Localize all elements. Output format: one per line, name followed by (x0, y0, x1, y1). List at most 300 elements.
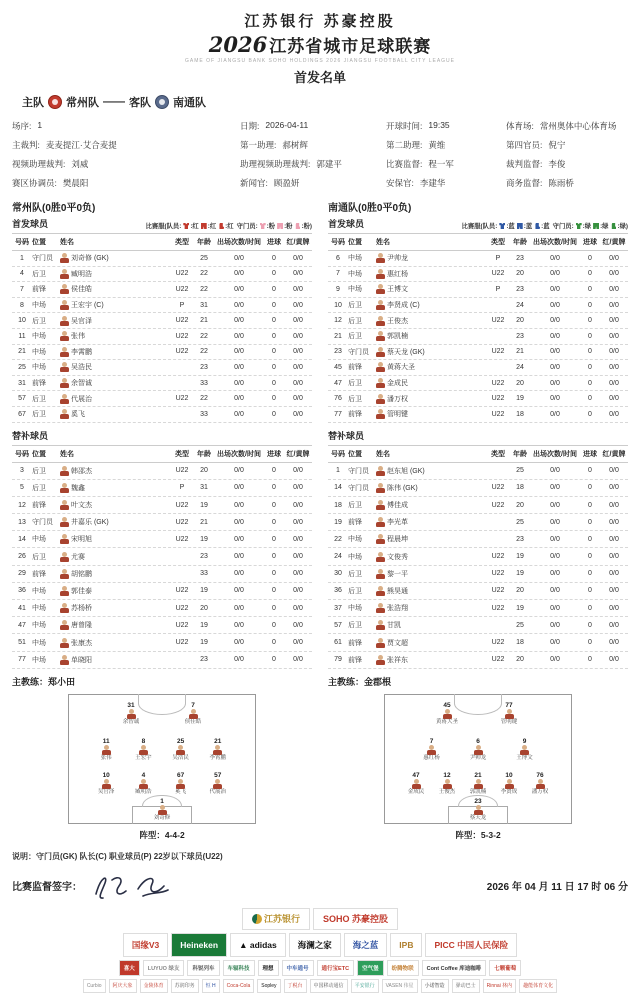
player-age: 25 (516, 467, 524, 475)
shirt-icon (499, 223, 505, 229)
pitch-player-name: 吴浩民 (172, 754, 189, 761)
info-value: 2026-04-11 (265, 120, 309, 130)
player-number: 30 (334, 570, 342, 578)
player-age: 25 (516, 518, 524, 526)
player-avatar-icon (60, 586, 69, 596)
kit-color: :蓝 (506, 223, 515, 230)
player-row (328, 345, 628, 361)
info-value: 陈雨桥 (548, 178, 574, 188)
player-age: 19 (200, 639, 208, 646)
player-name-cell (376, 253, 486, 263)
away-formation-pitch (384, 694, 572, 824)
sponsor-logo (421, 979, 449, 993)
player-age: 22 (200, 348, 208, 356)
player-number: 51 (18, 639, 26, 646)
sponsor-name: 丁税台 (287, 983, 303, 990)
player-name-cell (376, 394, 486, 404)
pitch-player-number: 8 (141, 737, 146, 745)
info-value: 郝树辉 (282, 140, 308, 150)
player-apps: 0/0 (234, 395, 244, 403)
player-avatar-icon (443, 709, 452, 719)
player-avatar-icon (376, 500, 385, 510)
home-subs-table-header (12, 445, 312, 463)
player-type: U22 (491, 639, 505, 646)
column-header: 姓名 (376, 239, 390, 246)
player-avatar-icon (427, 745, 436, 755)
player-avatar-icon (60, 552, 69, 562)
player-type: U22 (491, 604, 505, 612)
player-cards: 0/0 (293, 518, 303, 526)
player-name-cell (376, 552, 486, 562)
sponsor-name: 空气堡 (362, 965, 379, 972)
column-header: 进球 (583, 450, 597, 458)
player-type: U22 (175, 317, 189, 325)
sponsor-logo (119, 960, 140, 976)
player-row (12, 360, 312, 376)
pitch-player-number: 77 (505, 701, 513, 709)
column-header: 号码 (15, 239, 29, 246)
sponsor-logo (83, 979, 106, 993)
player-name-cell (376, 284, 486, 294)
player-number: 31 (18, 379, 26, 387)
player-position: 后卫 (32, 484, 46, 492)
home-subs-header (12, 429, 312, 442)
player-row (328, 548, 628, 565)
player-number: 37 (334, 604, 342, 612)
player-name: 吴官泽 (71, 317, 92, 325)
player-avatar-icon (505, 709, 514, 719)
player-type: U22 (175, 332, 189, 340)
player-cards: 0/0 (609, 363, 619, 371)
column-header: 位置 (32, 450, 46, 458)
player-avatar-icon (213, 779, 222, 789)
coach-label: 主教练： (328, 676, 365, 687)
player-number: 14 (334, 484, 342, 492)
player-age: 19 (516, 604, 524, 612)
sponsor-name: 理想 (262, 965, 274, 972)
league-subtitle: GAME OF JIANGSU BANK SOHO HOLDINGS 2026 JIANGSU FOOTBALL CITY LEAGUE (185, 58, 455, 64)
player-number: 3 (20, 467, 24, 475)
shorts-icon (517, 223, 523, 229)
sponsor-logo (422, 960, 487, 976)
player-row (328, 514, 628, 531)
player-type: U22 (491, 501, 505, 509)
info-label: 助理视频助理裁判: (240, 159, 311, 169)
player-avatar-icon (60, 300, 69, 310)
player-avatar-icon (505, 779, 514, 789)
player-cards: 0/0 (609, 587, 619, 595)
player-row (328, 600, 628, 617)
info-value: 常州奥体中心体育场 (539, 121, 617, 131)
player-name-cell (60, 378, 170, 388)
player-type: U22 (175, 501, 189, 509)
player-number: 13 (18, 518, 26, 526)
match-info-grid (12, 120, 628, 189)
player-name: 金成民 (387, 380, 408, 388)
sponsor-logo (310, 979, 348, 993)
away-coach-line (328, 675, 628, 688)
kit-color: :绿 (617, 223, 626, 230)
player-cards: 0/0 (293, 254, 303, 262)
player-age: 19 (516, 553, 524, 561)
pitch-player-number: 45 (443, 701, 451, 709)
player-row (12, 617, 312, 634)
player-type: U22 (491, 270, 505, 278)
player-name-cell (60, 569, 170, 579)
sponsor-name: Curbio (86, 982, 102, 989)
sponsor-logo (258, 960, 279, 976)
player-name: 蔡天龙 (GK) (387, 348, 425, 356)
pitch-player-name: 侯佳皓 (184, 718, 202, 725)
player-number: 11 (18, 332, 26, 340)
player-avatar-icon (376, 316, 385, 326)
column-header: 进球 (583, 239, 597, 246)
kit-color: :红 (225, 223, 234, 230)
player-name: 黎一平 (387, 570, 408, 578)
player-goals: 0 (272, 639, 276, 646)
player-name: 黄蒋大圣 (387, 364, 415, 372)
player-apps: 0/0 (550, 484, 560, 492)
home-starters-table-header (12, 233, 312, 251)
pitch-player (86, 773, 126, 795)
column-header: 红/黄牌 (286, 450, 310, 458)
player-age: 20 (200, 604, 208, 612)
player-avatar-icon (376, 569, 385, 579)
player-apps: 0/0 (234, 553, 244, 561)
away-subs-table (328, 463, 628, 669)
player-name: 管明键 (387, 411, 408, 419)
pitch-player-name: 李贤成 (500, 789, 518, 796)
sponsor-name: 通行宝ETC (321, 965, 350, 972)
away-team-badge-icon (155, 95, 169, 109)
player-name-cell (376, 483, 486, 493)
player-avatar-icon (60, 316, 69, 326)
player-position: 后卫 (348, 622, 362, 630)
player-apps: 0/0 (550, 379, 560, 387)
player-position: 中场 (348, 553, 362, 561)
match-info-item (240, 177, 386, 189)
pitch-player (458, 799, 498, 821)
info-label: 商务监督: (506, 178, 543, 188)
column-header: 进球 (267, 239, 281, 246)
player-cards: 0/0 (609, 301, 619, 309)
pitch-player-name: 余智诚 (122, 718, 140, 725)
player-avatar-icon (60, 638, 69, 648)
sponsor-logo (223, 979, 255, 993)
player-row (12, 407, 312, 423)
player-age: 18 (516, 484, 524, 492)
home-pitch-wrap (12, 690, 312, 824)
player-position: 中场 (32, 364, 46, 372)
pitch-player-number: 76 (536, 772, 544, 780)
pitch-player-number: 21 (214, 737, 222, 745)
player-number: 41 (18, 604, 26, 612)
player-name-cell (376, 300, 486, 310)
sponsor-name: SOHO 苏豪控股 (323, 914, 389, 925)
player-goals: 0 (272, 535, 276, 543)
sock-icon (534, 223, 540, 229)
home-starters-table (12, 251, 312, 423)
pitch-player-name: 王俊杰 (438, 789, 456, 796)
sponsor-logo (171, 933, 227, 957)
player-cards: 0/0 (609, 656, 619, 664)
pitch-player-number: 23 (474, 797, 482, 805)
player-goals: 0 (588, 501, 592, 509)
player-position: 中场 (348, 255, 362, 263)
player-row (328, 391, 628, 407)
home-team-section (12, 197, 312, 843)
player-apps: 0/0 (550, 518, 560, 526)
kit-suffix: ) (309, 223, 312, 230)
match-info-item (506, 177, 628, 189)
sponsor-logo (344, 933, 388, 957)
shirt-icon (183, 223, 189, 229)
player-cards: 0/0 (293, 587, 303, 595)
pitch-player-name: 惠红杨 (423, 754, 440, 761)
pitch-player (505, 739, 545, 761)
pitch-player (161, 773, 201, 795)
pitch-player (412, 739, 452, 761)
sponsor-logo (202, 979, 220, 993)
kit-color: :蓝 (541, 223, 550, 230)
player-avatar-icon (376, 466, 385, 476)
info-value: 李建华 (419, 178, 446, 188)
player-row (328, 251, 628, 267)
info-label: 日期: (240, 121, 260, 131)
match-info-item (240, 120, 386, 132)
player-type: P (495, 285, 501, 293)
player-name-cell (376, 378, 486, 388)
player-apps: 0/0 (234, 535, 244, 543)
kit-suffix: ) (625, 223, 628, 230)
player-avatar-icon (443, 779, 452, 789)
pitch-player-number: 10 (102, 772, 110, 780)
player-avatar-icon (376, 655, 385, 665)
starters-heading: 首发球员 (328, 219, 365, 229)
player-cards: 0/0 (293, 301, 303, 309)
player-avatar-icon (376, 331, 385, 341)
info-value: 刘威 (71, 159, 89, 169)
away-formation-name: 5-3-2 (480, 829, 501, 840)
kit-color: :粉 (266, 223, 276, 230)
player-position: 中场 (348, 286, 362, 294)
sponsor-name: 中车通号 (286, 965, 309, 972)
player-avatar-icon (474, 779, 483, 789)
sponsor-logo (284, 979, 307, 993)
player-age: 21 (200, 518, 208, 526)
player-apps: 0/0 (550, 553, 560, 561)
player-number: 5 (20, 484, 24, 492)
league-title-line (12, 32, 628, 57)
match-info-item (506, 139, 628, 151)
player-row (12, 463, 312, 480)
player-position: 前锋 (348, 364, 362, 372)
kit-color: :粉 (301, 223, 310, 230)
pitch-player-number: 1 (160, 797, 164, 805)
player-goals: 0 (272, 270, 276, 278)
player-row (328, 407, 628, 423)
pitch-player (123, 739, 163, 761)
player-position: 中场 (32, 605, 46, 613)
pitch-player-name: 潘万权 (531, 789, 549, 796)
player-avatar-icon (60, 500, 69, 510)
player-avatar-icon (376, 483, 385, 493)
player-age: 20 (516, 317, 524, 325)
starters-heading: 首发球员 (12, 219, 49, 229)
column-header: 类型 (491, 450, 505, 458)
kit-gk-label: 守门员: (233, 223, 258, 230)
match-info-item (506, 158, 628, 170)
info-label: 比赛监督: (386, 159, 423, 169)
info-value: 樊晨阳 (62, 178, 89, 188)
shorts-icon (201, 223, 207, 229)
player-name: 井嘉乐 (GK) (71, 519, 109, 527)
player-row (12, 282, 312, 298)
shorts-icon (593, 223, 599, 229)
player-number: 79 (334, 656, 342, 664)
pitch-player-name: 郭凯楠 (469, 789, 487, 796)
info-value: 程一军 (428, 159, 454, 169)
player-age: 33 (200, 410, 208, 418)
player-apps: 0/0 (550, 317, 560, 325)
column-header: 红/黄牌 (602, 450, 626, 458)
player-number: 4 (20, 270, 24, 278)
pitch-player-number: 67 (176, 772, 185, 780)
player-name-cell (376, 603, 486, 613)
player-goals: 0 (272, 332, 276, 340)
player-name: 张浩翔 (387, 605, 408, 613)
player-type: U22 (175, 518, 189, 526)
away-team-section (328, 197, 628, 843)
player-position: 后卫 (348, 302, 362, 310)
pitch-player-number: 9 (522, 737, 527, 745)
column-header: 位置 (348, 239, 362, 246)
player-name: 傅佳成 (387, 502, 408, 509)
player-name: 单晓阳 (71, 656, 92, 664)
sponsor-name: 中国移动通信 (313, 983, 344, 990)
player-name: 魏鑫 (71, 484, 85, 492)
sponsor-name: IPB (399, 939, 414, 950)
player-row (12, 376, 312, 392)
pitch-player-name: 金成民 (407, 789, 425, 796)
sponsor-logo (282, 960, 314, 976)
info-value: 1 (37, 120, 43, 130)
player-name-cell (376, 534, 486, 544)
player-position: 中场 (32, 302, 46, 310)
player-cards: 0/0 (293, 621, 303, 629)
column-header: 类型 (175, 239, 189, 246)
player-position: 后卫 (32, 395, 46, 403)
player-row (328, 313, 628, 329)
player-name: 代展治 (71, 395, 92, 403)
player-name: 郭凯楠 (387, 333, 408, 341)
player-type: U22 (491, 379, 505, 387)
player-number: 14 (18, 535, 26, 543)
player-apps: 0/0 (550, 254, 560, 262)
player-avatar-icon (102, 779, 111, 789)
player-type: P (179, 484, 185, 492)
player-avatar-icon (60, 655, 69, 665)
pitch-player-name: 奚飞 (175, 789, 187, 796)
player-name-cell (60, 517, 170, 527)
player-number: 21 (334, 332, 342, 340)
sponsor-logo (387, 960, 419, 976)
player-apps: 0/0 (550, 348, 560, 356)
player-position: 后卫 (348, 317, 362, 325)
player-position: 前锋 (348, 639, 362, 647)
player-goals: 0 (272, 379, 276, 387)
player-name-cell (60, 603, 170, 613)
player-row (12, 531, 312, 548)
player-goals: 0 (272, 285, 276, 293)
sponsor-name: Coca-Cola (226, 982, 251, 989)
sponsor-logo (313, 908, 398, 930)
player-apps: 0/0 (234, 301, 244, 309)
player-number: 8 (20, 301, 24, 309)
player-position: 后卫 (32, 467, 46, 475)
away-starters-header (328, 217, 628, 230)
player-name-cell (60, 269, 170, 279)
pitch-player-name: 管明键 (500, 718, 518, 725)
player-position: 守门员 (32, 519, 53, 527)
player-goals: 0 (588, 553, 592, 561)
player-type: U22 (175, 395, 189, 403)
player-cards: 0/0 (293, 570, 303, 578)
pitch-player-number: 7 (191, 701, 195, 709)
pitch-player (458, 739, 498, 761)
sponsor-name: ▲ adidas (239, 939, 277, 950)
player-row (12, 583, 312, 600)
player-number: 21 (18, 348, 26, 356)
player-name: 韩邵杰 (71, 467, 92, 475)
player-apps: 0/0 (234, 379, 244, 387)
player-goals: 0 (272, 518, 276, 526)
player-type: U22 (175, 535, 189, 543)
pitch-player (427, 703, 467, 725)
pitch-player (520, 773, 560, 795)
supervisor-signature (86, 870, 178, 902)
pitch-player (86, 739, 126, 761)
player-age: 31 (200, 301, 208, 309)
player-type: U22 (491, 410, 505, 418)
player-cards: 0/0 (293, 363, 303, 371)
player-position: 后卫 (32, 317, 46, 325)
sponsor-logo (187, 960, 219, 976)
player-cards: 0/0 (609, 270, 619, 278)
player-position: 中场 (32, 587, 46, 595)
player-goals: 0 (272, 395, 276, 403)
pitch-player (198, 739, 238, 761)
sponsor-name: Cont Coffee 库迪咖啡 (426, 965, 482, 972)
player-position: 中场 (32, 622, 46, 630)
player-position: 前锋 (348, 411, 362, 419)
player-goals: 0 (588, 587, 592, 595)
player-age: 22 (200, 285, 208, 293)
player-avatar-icon (376, 409, 385, 419)
player-cards: 0/0 (293, 484, 303, 492)
player-goals: 0 (588, 621, 592, 629)
player-avatar-icon (376, 517, 385, 527)
sponsor-name: 海澜之家 (297, 939, 332, 950)
column-header: 姓名 (60, 450, 74, 458)
player-goals: 0 (588, 348, 592, 356)
player-type: U22 (491, 553, 505, 561)
player-goals: 0 (272, 254, 276, 262)
player-number: 61 (334, 639, 342, 646)
player-number: 26 (18, 553, 26, 561)
player-position: 守门员 (32, 255, 53, 263)
column-header: 类型 (175, 450, 189, 458)
